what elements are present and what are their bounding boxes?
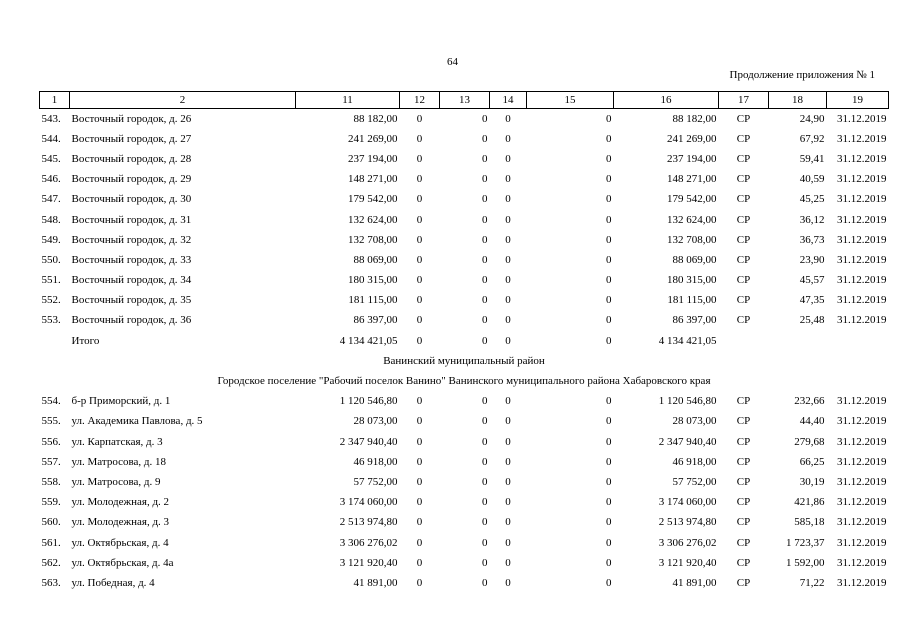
row-number <box>40 331 70 351</box>
col-15-cell: 0 <box>606 233 612 246</box>
col-19-cell: 31.12.2019 <box>837 556 887 569</box>
col-15-cell: 0 <box>606 576 612 589</box>
col-19-cell <box>827 331 889 351</box>
col-18-cell: 59,41 <box>799 152 825 165</box>
col-16-cell: 86 397,00 <box>672 314 717 327</box>
address-cell: Итого <box>71 334 100 347</box>
col-18-cell: 71,22 <box>799 576 825 589</box>
col-16-cell: 57 752,00 <box>672 475 717 488</box>
col-16-cell: 88 182,00 <box>672 112 717 125</box>
row-number: 548. <box>41 213 61 226</box>
col-11-cell: 180 315,00 <box>348 274 398 287</box>
header-row <box>40 92 889 109</box>
col-15-cell: 0 <box>606 496 612 509</box>
address-cell: Восточный городок, д. 28 <box>71 152 192 165</box>
col-17-cell: СР <box>736 556 751 569</box>
col-12-cell: 0 <box>416 213 423 226</box>
col-16-cell: 4 134 421,05 <box>658 334 717 347</box>
col-18-cell: 67,92 <box>799 132 825 145</box>
col-11-cell: 132 708,00 <box>348 233 398 246</box>
col-18-cell: 36,12 <box>799 213 825 226</box>
row-number: 560. <box>41 516 61 529</box>
col-13-cell: 0 <box>482 496 488 509</box>
table-row <box>40 149 889 169</box>
header-cell: 17 <box>719 92 769 109</box>
col-15-cell: 0 <box>606 132 612 145</box>
col-16-cell: 180 315,00 <box>667 274 717 287</box>
col-17-cell: СР <box>736 516 751 529</box>
col-14-cell: 0 <box>505 536 511 549</box>
col-11-cell: 2 513 974,80 <box>339 516 398 529</box>
col-16-cell: 3 306 276,02 <box>658 536 717 549</box>
col-13-cell: 0 <box>482 294 488 307</box>
col-11-cell: 28 073,00 <box>353 415 398 428</box>
col-17-cell: СР <box>736 132 751 145</box>
col-14-cell: 0 <box>505 334 511 347</box>
col-11-cell: 86 397,00 <box>353 314 398 327</box>
row-number: 562. <box>41 556 61 569</box>
col-13-cell: 0 <box>482 516 488 529</box>
col-17-cell: СР <box>736 294 751 307</box>
col-11-cell: 132 624,00 <box>348 213 398 226</box>
col-16-cell: 2 347 940,40 <box>658 435 717 448</box>
col-18-cell: 585,18 <box>794 516 825 529</box>
col-16-cell: 41 891,00 <box>672 576 717 589</box>
section-title: Городское поселение "Рабочий поселок Ванино" Ванинского муниципального района Хабаровского края <box>217 375 711 388</box>
col-19-cell: 31.12.2019 <box>837 294 887 307</box>
col-19-cell: 31.12.2019 <box>837 395 887 408</box>
col-15-cell: 0 <box>606 556 612 569</box>
address-cell: ул. Октябрьская, д. 4а <box>71 556 174 569</box>
col-18-cell: 45,25 <box>799 193 825 206</box>
col-17-cell: СР <box>736 496 751 509</box>
col-13-cell: 0 <box>482 193 488 206</box>
col-14-cell: 0 <box>505 253 511 266</box>
col-11-cell: 181 115,00 <box>348 294 398 307</box>
col-18-cell: 30,19 <box>799 475 825 488</box>
col-13-cell: 0 <box>482 415 488 428</box>
row-number: 555. <box>41 415 61 428</box>
table-row <box>40 533 889 553</box>
table-row <box>40 250 889 270</box>
col-19-cell: 31.12.2019 <box>837 132 887 145</box>
col-18-cell: 1 592,00 <box>786 556 825 569</box>
col-16-cell: 3 121 920,40 <box>658 556 717 569</box>
col-14-cell: 0 <box>505 496 511 509</box>
col-17-cell: СР <box>736 193 751 206</box>
col-19-cell: 31.12.2019 <box>837 193 887 206</box>
col-12-cell: 0 <box>416 415 423 428</box>
col-15-cell: 0 <box>606 334 612 347</box>
table-row <box>40 190 889 210</box>
table-row <box>40 513 889 533</box>
continuation-label: Продолжение приложения № 1 <box>729 69 875 81</box>
col-12-cell: 0 <box>416 173 423 186</box>
col-18-cell: 44,40 <box>799 415 825 428</box>
header-cell: 1 <box>40 92 70 109</box>
col-17-cell: СР <box>736 395 751 408</box>
table-row <box>40 573 889 593</box>
col-14-cell: 0 <box>505 112 511 125</box>
col-15-cell: 0 <box>606 516 612 529</box>
table-row <box>40 472 889 492</box>
col-13-cell: 0 <box>482 395 488 408</box>
address-cell: Восточный городок, д. 32 <box>71 233 192 246</box>
col-16-cell: 3 174 060,00 <box>658 496 717 509</box>
section-row <box>40 371 889 391</box>
col-17-cell: СР <box>736 314 751 327</box>
col-19-cell: 31.12.2019 <box>837 233 887 246</box>
col-11-cell: 88 069,00 <box>353 253 398 266</box>
col-18-cell: 47,35 <box>799 294 825 307</box>
col-11-cell: 4 134 421,05 <box>339 334 398 347</box>
address-cell: ул. Победная, д. 4 <box>71 576 155 589</box>
col-15-cell: 0 <box>606 173 612 186</box>
col-12-cell: 0 <box>416 516 423 529</box>
col-14-cell: 0 <box>505 294 511 307</box>
col-11-cell: 57 752,00 <box>353 475 398 488</box>
col-13-cell: 0 <box>482 536 488 549</box>
col-18-cell: 1 723,37 <box>786 536 825 549</box>
row-number: 553. <box>41 314 61 327</box>
header-cell: 13 <box>440 92 490 109</box>
address-cell: ул. Матросова, д. 9 <box>71 475 161 488</box>
col-15-cell: 0 <box>606 395 612 408</box>
address-cell: Восточный городок, д. 31 <box>71 213 192 226</box>
col-19-cell: 31.12.2019 <box>837 112 887 125</box>
header-cell: 18 <box>769 92 827 109</box>
row-number: 550. <box>41 253 61 266</box>
col-18-cell: 232,66 <box>794 395 825 408</box>
col-16-cell: 88 069,00 <box>672 253 717 266</box>
address-cell: ул. Молодежная, д. 3 <box>71 516 170 529</box>
col-17-cell: СР <box>736 274 751 287</box>
table-row <box>40 109 889 130</box>
col-17-cell: СР <box>736 213 751 226</box>
col-14-cell: 0 <box>505 455 511 468</box>
address-cell: Восточный городок, д. 27 <box>71 132 192 145</box>
address-cell: ул. Матросова, д. 18 <box>71 455 167 468</box>
page-number: 64 <box>447 56 458 68</box>
col-16-cell: 179 542,00 <box>667 193 717 206</box>
col-19-cell: 31.12.2019 <box>837 415 887 428</box>
col-15-cell: 0 <box>606 213 612 226</box>
table-row <box>40 331 889 351</box>
col-18-cell: 66,25 <box>799 455 825 468</box>
col-13-cell: 0 <box>482 253 488 266</box>
table-row <box>40 129 889 149</box>
col-16-cell: 28 073,00 <box>672 415 717 428</box>
address-cell: б-р Приморский, д. 1 <box>71 395 171 408</box>
col-15-cell: 0 <box>606 435 612 448</box>
col-14-cell: 0 <box>505 193 511 206</box>
col-15-cell: 0 <box>606 415 612 428</box>
address-cell: Восточный городок, д. 26 <box>71 112 192 125</box>
col-11-cell: 2 347 940,40 <box>339 435 398 448</box>
table-row <box>40 392 889 412</box>
col-17-cell: СР <box>736 112 751 125</box>
col-12-cell: 0 <box>416 475 423 488</box>
col-12-cell: 0 <box>416 112 423 125</box>
header-cell: 15 <box>527 92 614 109</box>
col-12-cell: 0 <box>416 294 423 307</box>
table-row <box>40 412 889 432</box>
row-number: 563. <box>41 576 61 589</box>
col-17-cell <box>719 331 769 351</box>
row-number: 561. <box>41 536 61 549</box>
col-17-cell: СР <box>736 233 751 246</box>
col-17-cell: СР <box>736 435 751 448</box>
col-14-cell: 0 <box>505 213 511 226</box>
col-14-cell: 0 <box>505 274 511 287</box>
col-18-cell: 421,86 <box>794 496 825 509</box>
col-12-cell: 0 <box>416 314 423 327</box>
col-15-cell: 0 <box>606 314 612 327</box>
col-15-cell: 0 <box>606 294 612 307</box>
col-11-cell: 241 269,00 <box>348 132 398 145</box>
col-19-cell: 31.12.2019 <box>837 496 887 509</box>
col-16-cell: 237 194,00 <box>667 152 717 165</box>
col-13-cell: 0 <box>482 213 488 226</box>
col-11-cell: 88 182,00 <box>353 112 398 125</box>
table-row <box>40 271 889 291</box>
address-cell: Восточный городок, д. 29 <box>71 173 192 186</box>
table-row <box>40 452 889 472</box>
col-19-cell: 31.12.2019 <box>837 253 887 266</box>
row-number: 559. <box>41 496 61 509</box>
row-number: 549. <box>41 233 61 246</box>
col-19-cell: 31.12.2019 <box>837 314 887 327</box>
col-13-cell: 0 <box>482 173 488 186</box>
col-17-cell: СР <box>736 253 751 266</box>
address-cell: Восточный городок, д. 34 <box>71 274 192 287</box>
header-cell: 12 <box>400 92 440 109</box>
row-number: 545. <box>41 152 61 165</box>
col-19-cell: 31.12.2019 <box>837 173 887 186</box>
table-row <box>40 553 889 573</box>
col-16-cell: 181 115,00 <box>667 294 717 307</box>
col-12-cell: 0 <box>416 435 423 448</box>
col-19-cell: 31.12.2019 <box>837 213 887 226</box>
col-13-cell: 0 <box>482 576 488 589</box>
col-17-cell: СР <box>736 576 751 589</box>
row-number: 552. <box>41 294 61 307</box>
col-15-cell: 0 <box>606 455 612 468</box>
address-cell: ул. Карпатская, д. 3 <box>71 435 163 448</box>
col-11-cell: 148 271,00 <box>348 173 398 186</box>
col-17-cell: СР <box>736 415 751 428</box>
col-17-cell: СР <box>736 455 751 468</box>
col-19-cell: 31.12.2019 <box>837 576 887 589</box>
col-13-cell: 0 <box>482 112 488 125</box>
col-16-cell: 2 513 974,80 <box>658 516 717 529</box>
col-16-cell: 46 918,00 <box>672 455 717 468</box>
col-18-cell: 23,90 <box>799 253 825 266</box>
col-12-cell: 0 <box>416 253 423 266</box>
col-18-cell: 24,90 <box>799 112 825 125</box>
col-16-cell: 241 269,00 <box>667 132 717 145</box>
col-12-cell: 0 <box>416 193 423 206</box>
col-13-cell: 0 <box>482 435 488 448</box>
col-14-cell: 0 <box>505 516 511 529</box>
col-15-cell: 0 <box>606 253 612 266</box>
col-11-cell: 179 542,00 <box>348 193 398 206</box>
address-cell: Восточный городок, д. 33 <box>71 253 192 266</box>
header-cell: 14 <box>490 92 527 109</box>
col-19-cell: 31.12.2019 <box>837 152 887 165</box>
col-16-cell: 132 624,00 <box>667 213 717 226</box>
col-14-cell: 0 <box>505 233 511 246</box>
col-12-cell: 0 <box>416 152 423 165</box>
col-11-cell: 237 194,00 <box>348 152 398 165</box>
col-14-cell: 0 <box>505 173 511 186</box>
col-15-cell: 0 <box>606 152 612 165</box>
col-17-cell: СР <box>736 173 751 186</box>
table-row <box>40 170 889 190</box>
col-12-cell: 0 <box>416 576 423 589</box>
col-11-cell: 3 174 060,00 <box>339 496 398 509</box>
row-number: 557. <box>41 455 61 468</box>
col-12-cell: 0 <box>416 334 423 347</box>
col-15-cell: 0 <box>606 112 612 125</box>
col-11-cell: 1 120 546,80 <box>339 395 398 408</box>
address-cell: Восточный городок, д. 35 <box>71 294 192 307</box>
address-cell: Восточный городок, д. 36 <box>71 314 192 327</box>
col-13-cell: 0 <box>482 556 488 569</box>
col-19-cell: 31.12.2019 <box>837 455 887 468</box>
col-13-cell: 0 <box>482 233 488 246</box>
col-11-cell: 41 891,00 <box>353 576 398 589</box>
col-16-cell: 148 271,00 <box>667 173 717 186</box>
table-row <box>40 493 889 513</box>
col-11-cell: 46 918,00 <box>353 455 398 468</box>
col-14-cell: 0 <box>505 152 511 165</box>
row-number: 544. <box>41 132 61 145</box>
col-13-cell: 0 <box>482 152 488 165</box>
col-11-cell: 3 306 276,02 <box>339 536 398 549</box>
section-row <box>40 351 889 371</box>
col-19-cell: 31.12.2019 <box>837 274 887 287</box>
row-number: 551. <box>41 274 61 287</box>
data-table <box>39 91 889 594</box>
col-13-cell: 0 <box>482 455 488 468</box>
col-19-cell: 31.12.2019 <box>837 435 887 448</box>
address-cell: ул. Академика Павлова, д. 5 <box>71 415 203 428</box>
col-19-cell: 31.12.2019 <box>837 516 887 529</box>
address-cell: Восточный городок, д. 30 <box>71 193 192 206</box>
col-14-cell: 0 <box>505 415 511 428</box>
table-row <box>40 311 889 331</box>
col-18-cell: 36,73 <box>799 233 825 246</box>
col-13-cell: 0 <box>482 132 488 145</box>
col-17-cell: СР <box>736 536 751 549</box>
col-12-cell: 0 <box>416 274 423 287</box>
col-15-cell: 0 <box>606 536 612 549</box>
col-13-cell: 0 <box>482 334 488 347</box>
col-18-cell <box>769 331 827 351</box>
col-12-cell: 0 <box>416 395 423 408</box>
col-12-cell: 0 <box>416 455 423 468</box>
col-15-cell: 0 <box>606 193 612 206</box>
col-14-cell: 0 <box>505 475 511 488</box>
table-row <box>40 210 889 230</box>
col-18-cell: 40,59 <box>799 173 825 186</box>
col-14-cell: 0 <box>505 395 511 408</box>
header-cell: 16 <box>614 92 719 109</box>
row-number: 558. <box>41 475 61 488</box>
row-number: 546. <box>41 173 61 186</box>
col-19-cell: 31.12.2019 <box>837 475 887 488</box>
header-cell: 2 <box>70 92 296 109</box>
col-12-cell: 0 <box>416 233 423 246</box>
col-14-cell: 0 <box>505 132 511 145</box>
col-18-cell: 25,48 <box>799 314 825 327</box>
col-16-cell: 132 708,00 <box>667 233 717 246</box>
header-cell: 19 <box>827 92 889 109</box>
col-12-cell: 0 <box>416 536 423 549</box>
address-cell: ул. Октябрьская, д. 4 <box>71 536 169 549</box>
col-11-cell: 3 121 920,40 <box>339 556 398 569</box>
col-12-cell: 0 <box>416 496 423 509</box>
col-17-cell: СР <box>736 152 751 165</box>
row-number: 547. <box>41 193 61 206</box>
col-18-cell: 45,57 <box>799 274 825 287</box>
col-12-cell: 0 <box>416 556 423 569</box>
col-17-cell: СР <box>736 475 751 488</box>
col-19-cell: 31.12.2019 <box>837 536 887 549</box>
row-number: 556. <box>41 435 61 448</box>
table-row <box>40 432 889 452</box>
col-18-cell: 279,68 <box>794 435 825 448</box>
row-number: 543. <box>41 112 61 125</box>
col-14-cell: 0 <box>505 576 511 589</box>
header-cell: 11 <box>296 92 400 109</box>
col-13-cell: 0 <box>482 274 488 287</box>
col-14-cell: 0 <box>505 435 511 448</box>
col-16-cell: 1 120 546,80 <box>658 395 717 408</box>
table-row <box>40 291 889 311</box>
table-row <box>40 230 889 250</box>
col-12-cell: 0 <box>416 132 423 145</box>
col-14-cell: 0 <box>505 556 511 569</box>
col-15-cell: 0 <box>606 475 612 488</box>
row-number: 554. <box>41 395 61 408</box>
col-13-cell: 0 <box>482 475 488 488</box>
col-15-cell: 0 <box>606 274 612 287</box>
section-title: Ванинский муниципальный район <box>383 354 545 367</box>
col-13-cell: 0 <box>482 314 488 327</box>
address-cell: ул. Молодежная, д. 2 <box>71 496 170 509</box>
col-14-cell: 0 <box>505 314 511 327</box>
